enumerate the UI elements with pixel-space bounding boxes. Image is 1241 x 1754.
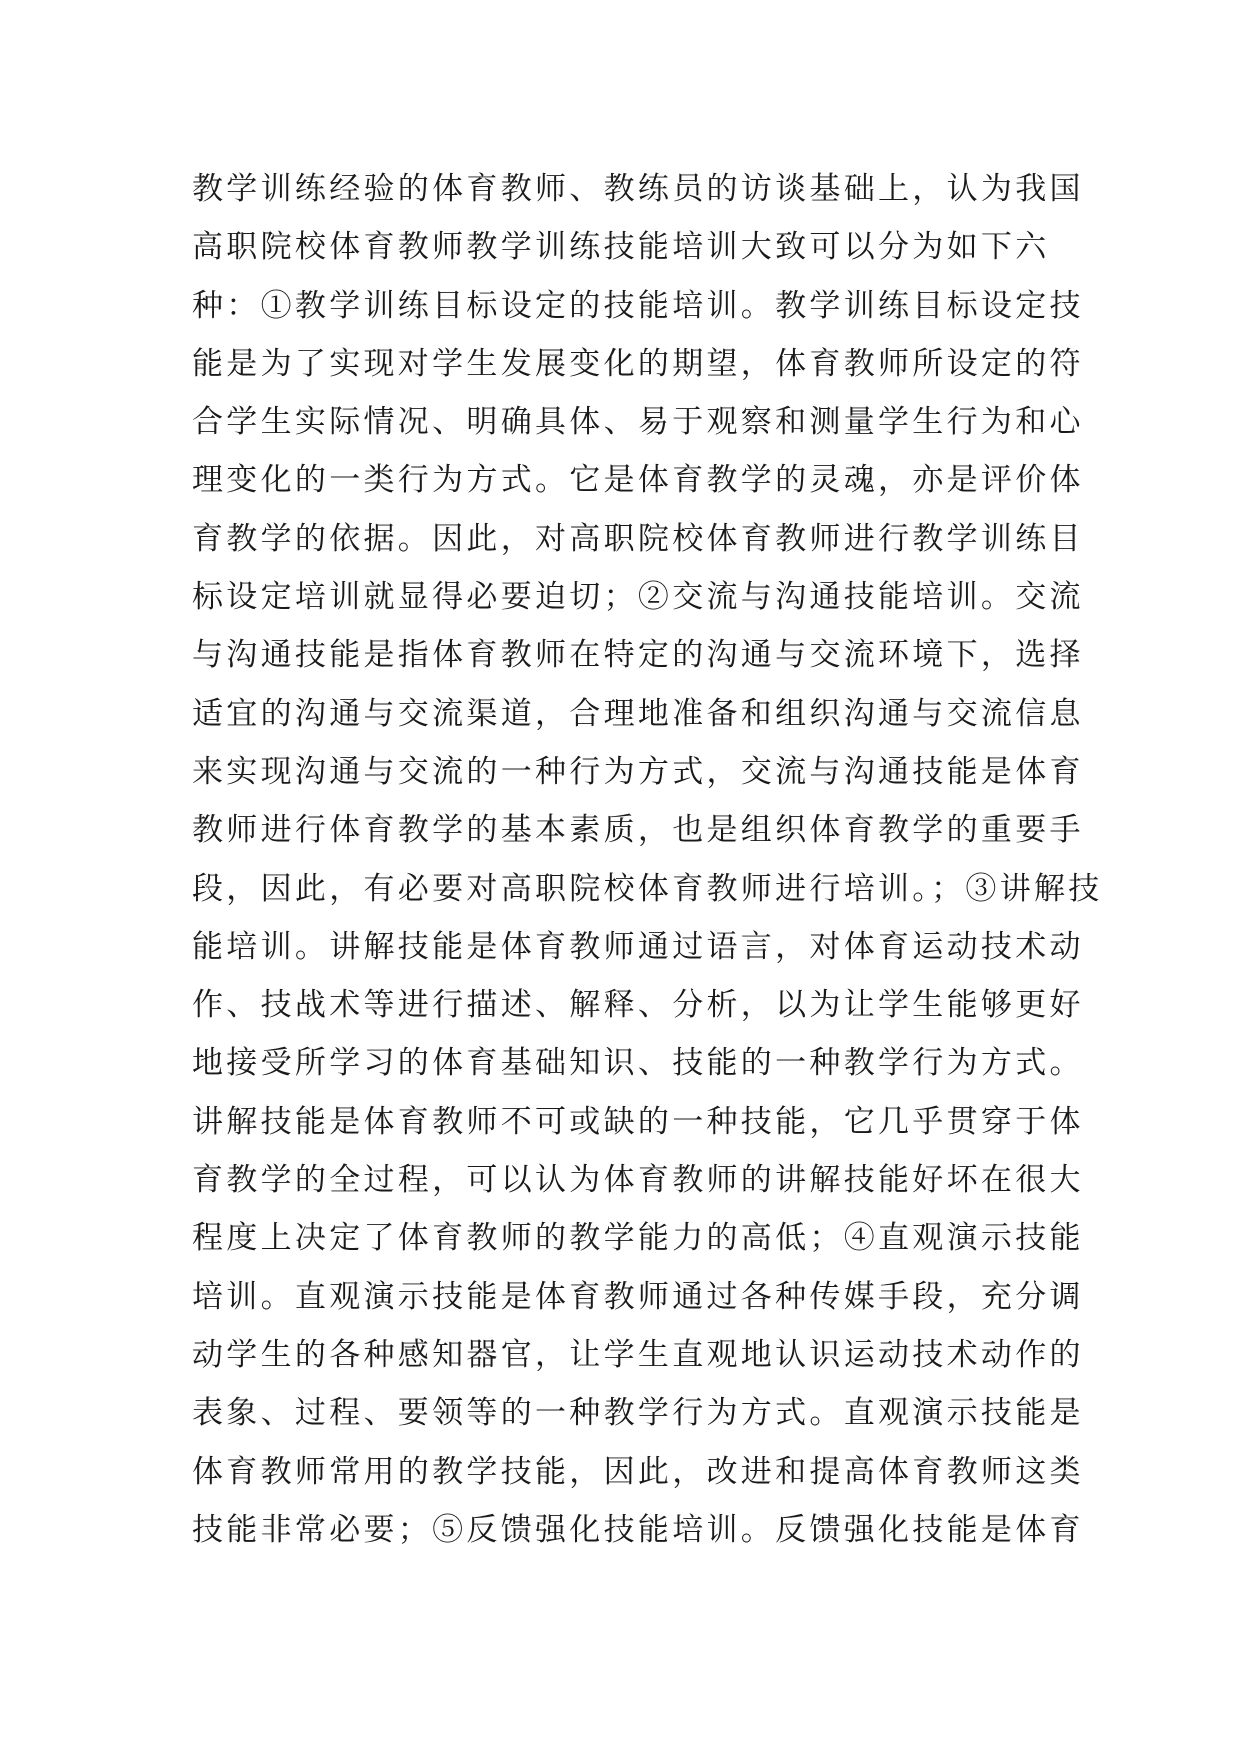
- text-line: 段，因此，有必要对高职院校体育教师进行培训。；③讲解技: [192, 870, 1103, 907]
- text-line: 讲解技能是体育教师不可或缺的一种技能，它几乎贯穿于体: [192, 1103, 1084, 1140]
- text-line: 种：①教学训练目标设定的技能培训。教学训练目标设定技: [192, 287, 1084, 324]
- text-line: 高职院校体育教师教学训练技能培训大致可以分为如下六: [192, 229, 1050, 266]
- text-line: 标设定培训就显得必要迫切；②交流与沟通技能培训。交流: [192, 579, 1084, 616]
- text-line: 动学生的各种感知器官，让学生直观地认识运动技术动作的: [192, 1336, 1084, 1373]
- text-line: 能是为了实现对学生发展变化的期望，体育教师所设定的符: [192, 345, 1084, 382]
- text-line: 作、技战术等进行描述、解释、分析，以为让学生能够更好: [192, 987, 1084, 1024]
- text-line: 理变化的一类行为方式。它是体育教学的灵魂，亦是评价体: [192, 462, 1084, 499]
- body-paragraph: [192, 160, 1103, 1559]
- text-line: 与沟通技能是指体育教师在特定的沟通与交流环境下，选择: [192, 637, 1084, 674]
- text-line: 育教学的全过程，可以认为体育教师的讲解技能好坏在很大: [192, 1162, 1084, 1199]
- text-line: 体育教师常用的教学技能，因此，改进和提高体育教师这类: [192, 1453, 1084, 1490]
- text-line: 来实现沟通与交流的一种行为方式，交流与沟通技能是体育: [192, 753, 1084, 790]
- text-line: 表象、过程、要领等的一种教学行为方式。直观演示技能是: [192, 1395, 1084, 1432]
- text-line: 教师进行体育教学的基本素质，也是组织体育教学的重要手: [192, 812, 1084, 849]
- text-line: 教学训练经验的体育教师、教练员的访谈基础上，认为我国: [192, 171, 1084, 207]
- text-line: 能培训。讲解技能是体育教师通过语言，对体育运动技术动: [192, 928, 1084, 965]
- text-line: 程度上决定了体育教师的教学能力的高低；④直观演示技能: [192, 1220, 1084, 1257]
- text-line: 育教学的依据。因此，对高职院校体育教师进行教学训练目: [192, 520, 1084, 557]
- text-line: 地接受所学习的体育基础知识、技能的一种教学行为方式。: [192, 1045, 1084, 1082]
- text-line: 适宜的沟通与交流渠道，合理地准备和组织沟通与交流信息: [192, 695, 1084, 732]
- text-line: 合学生实际情况、明确具体、易于观察和测量学生行为和心: [192, 404, 1084, 441]
- text-line: 技能非常必要；⑤反馈强化技能培训。反馈强化技能是体育: [192, 1511, 1084, 1548]
- text-line: 培训。直观演示技能是体育教师通过各种传媒手段，充分调: [192, 1278, 1084, 1315]
